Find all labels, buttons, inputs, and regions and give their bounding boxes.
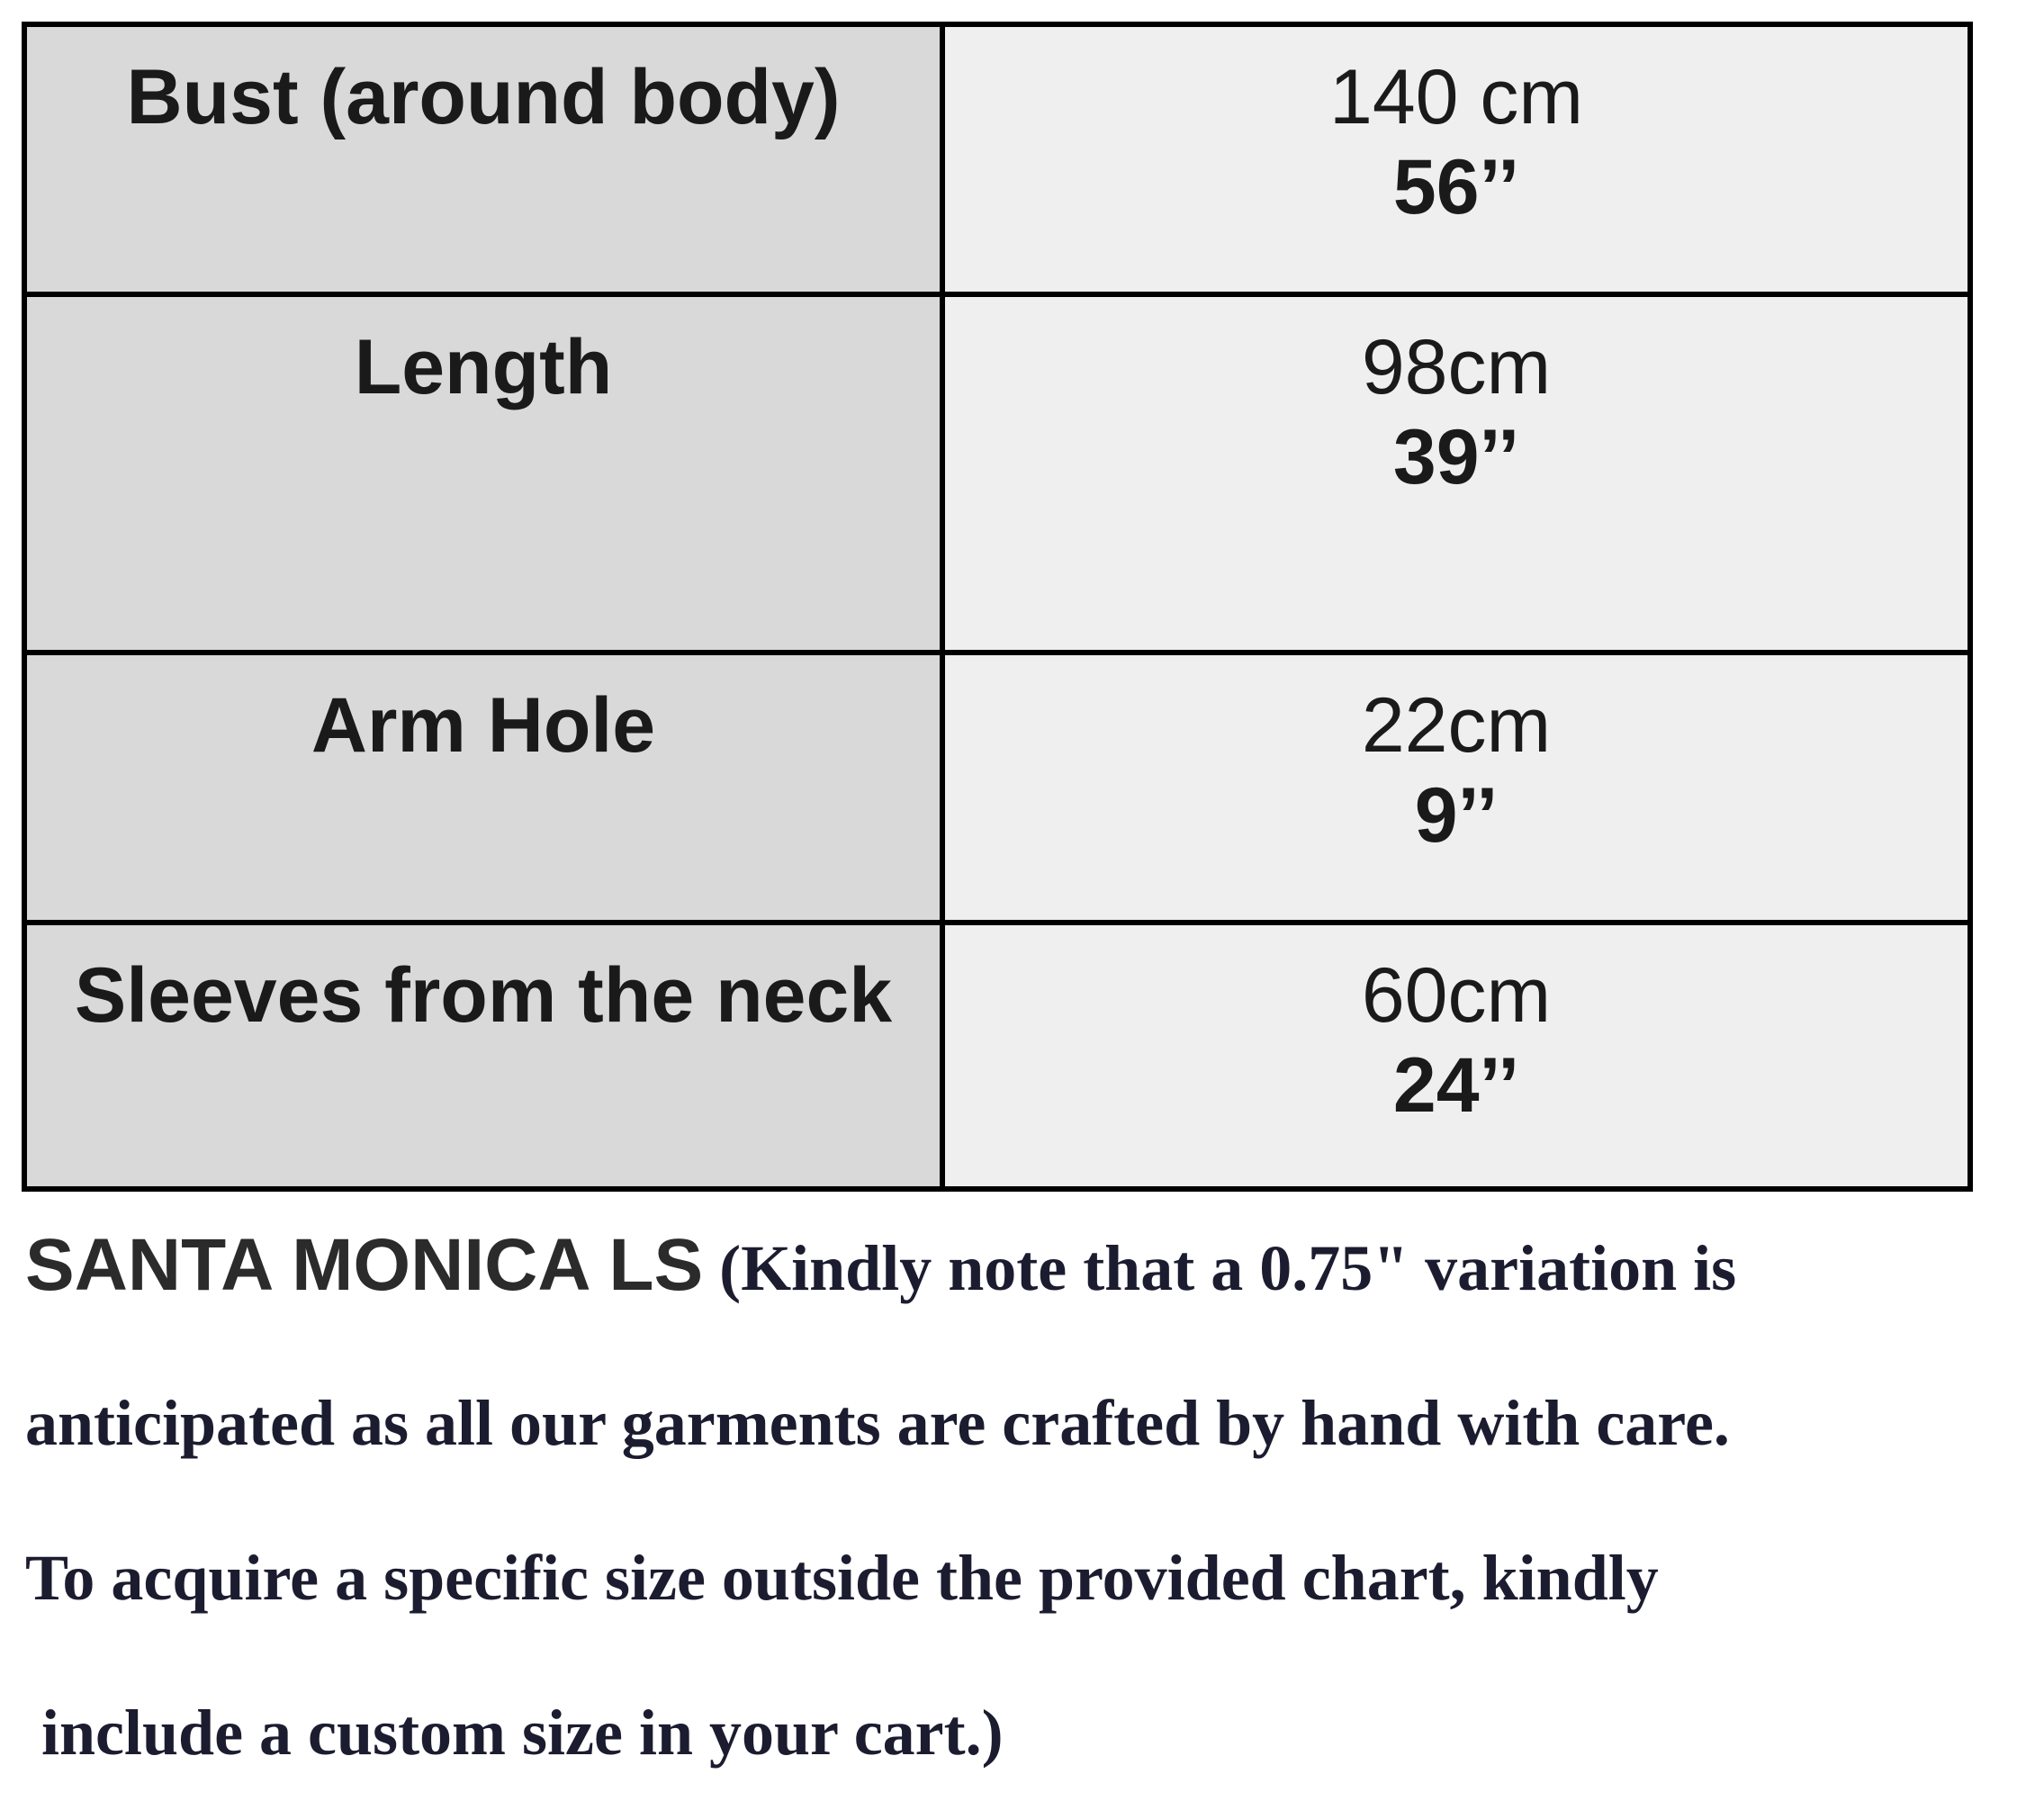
table-row-value [945, 297, 1967, 655]
measurement-label: Arm Hole [311, 682, 656, 769]
table-row-value [945, 925, 1967, 1186]
measurement-label: Length [354, 324, 613, 410]
metric-value: 140 cm [1328, 54, 1584, 140]
size-chart-table [22, 22, 1973, 1192]
imperial-value: 9’’ [1414, 772, 1499, 859]
table-row-label [27, 925, 945, 1186]
note-line-2: anticipated as all our garments are crafted by hand with care. [25, 1387, 1730, 1459]
imperial-value: 56’’ [1392, 144, 1520, 230]
note-line-3: To acquire a specific size outside the provided chart, kindly [25, 1542, 1659, 1614]
measurement-label: Sleeves from the neck [74, 952, 893, 1039]
note-text: (Kindly note that a 0.75" variation is [719, 1232, 1737, 1304]
imperial-value: 39’’ [1392, 414, 1520, 500]
table-row-label [27, 297, 945, 655]
variation-note [25, 1188, 2041, 1810]
table-row-label [27, 655, 945, 925]
measurement-label: Bust (around body) [126, 54, 841, 140]
table-row-value [945, 655, 1967, 925]
metric-value: 98cm [1361, 324, 1552, 410]
metric-value: 22cm [1361, 682, 1552, 769]
product-name: SANTA MONICA LS [25, 1224, 704, 1306]
imperial-value: 24’’ [1392, 1042, 1520, 1129]
note-line-4: include a custom size in your cart.) [25, 1697, 1004, 1769]
metric-value: 60cm [1361, 952, 1552, 1039]
note-line-1 [25, 1188, 2041, 1346]
table-row-value [945, 27, 1967, 297]
table-row-label [27, 27, 945, 297]
